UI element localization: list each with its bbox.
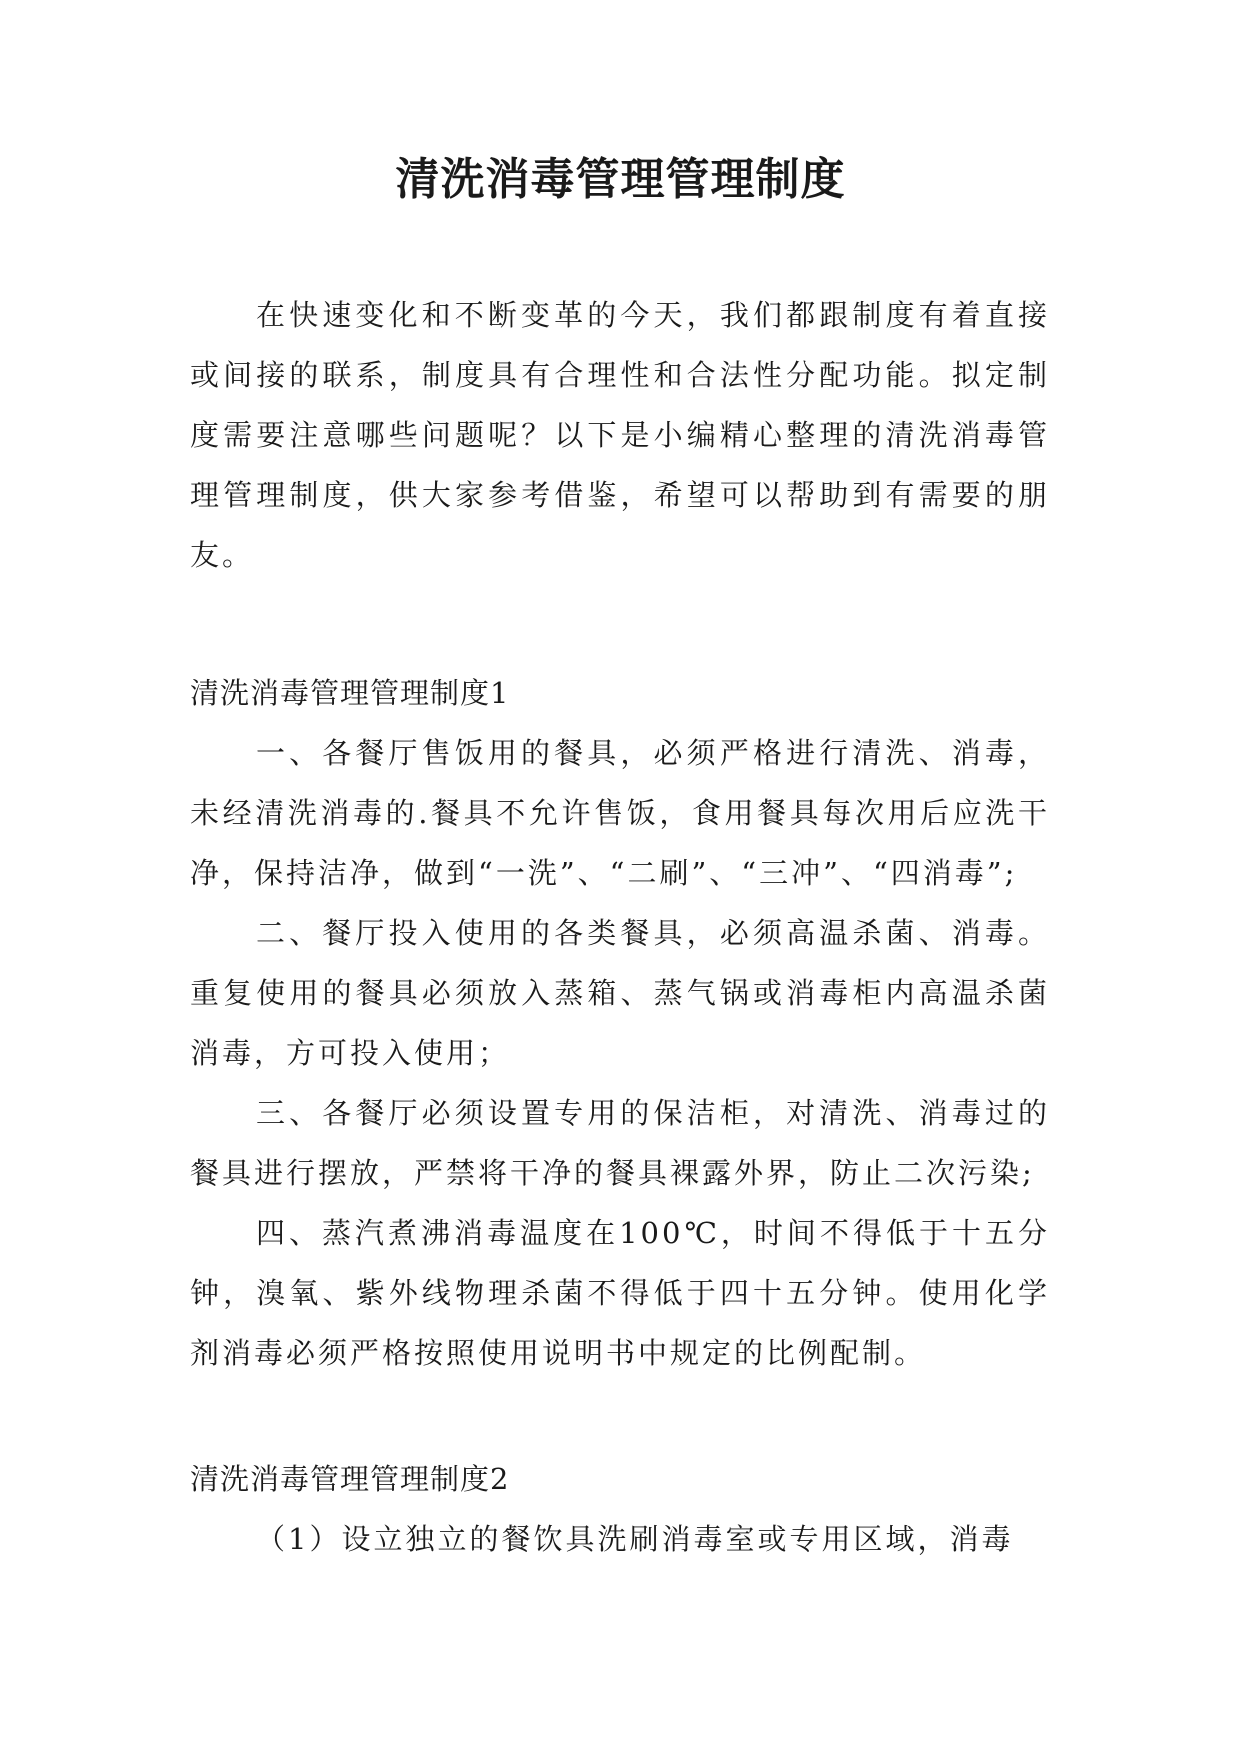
document-body — [190, 285, 1050, 1569]
section-paragraph: （1）设立独立的餐饮具洗刷消毒室或专用区域，消毒 — [256, 1522, 1014, 1556]
document-title: 清洗消毒管理管理制度 — [395, 154, 846, 205]
spacer — [190, 1383, 1050, 1449]
section-heading: 清洗消毒管理管理制度1 — [190, 676, 510, 710]
section-paragraph: 四、蒸汽煮沸消毒温度在100℃，时间不得低于十五分钟，溴氧、紫外线物理杀菌不得低于四十五分钟。使用化学剂消毒必须严格按照使用说明书中规定的比例配制。 — [190, 1216, 1050, 1370]
section-1 — [190, 663, 1050, 1383]
section-paragraph: 一、各餐厅售饭用的餐具，必须严格进行清洗、消毒，未经清洗消毒的.餐具不允许售饭，食用餐具每次用后应洗干净，保持洁净，做到“一洗”、“二刷”、“三冲”、“四消毒”; — [190, 736, 1050, 890]
section-paragraph: 二、餐厅投入使用的各类餐具，必须高温杀菌、消毒。重复使用的餐具必须放入蒸箱、蒸气锅或消毒柜内高温杀菌消毒，方可投入使用； — [190, 916, 1050, 1070]
section-2 — [190, 1449, 1050, 1569]
section-paragraph: 三、各餐厅必须设置专用的保洁柜，对清洗、消毒过的餐具进行摆放，严禁将干净的餐具裸露外界，防止二次污染; — [190, 1096, 1050, 1190]
section-heading: 清洗消毒管理管理制度2 — [190, 1462, 510, 1496]
spacer — [190, 585, 1050, 663]
intro-paragraph: 在快速变化和不断变革的今天，我们都跟制度有着直接或间接的联系，制度具有合理性和合法性分配功能。拟定制度需要注意哪些问题呢？以下是小编精心整理的清洗消毒管理管理制度，供大家参考借鉴，希望可以帮助到有需要的朋友。 — [190, 298, 1050, 572]
